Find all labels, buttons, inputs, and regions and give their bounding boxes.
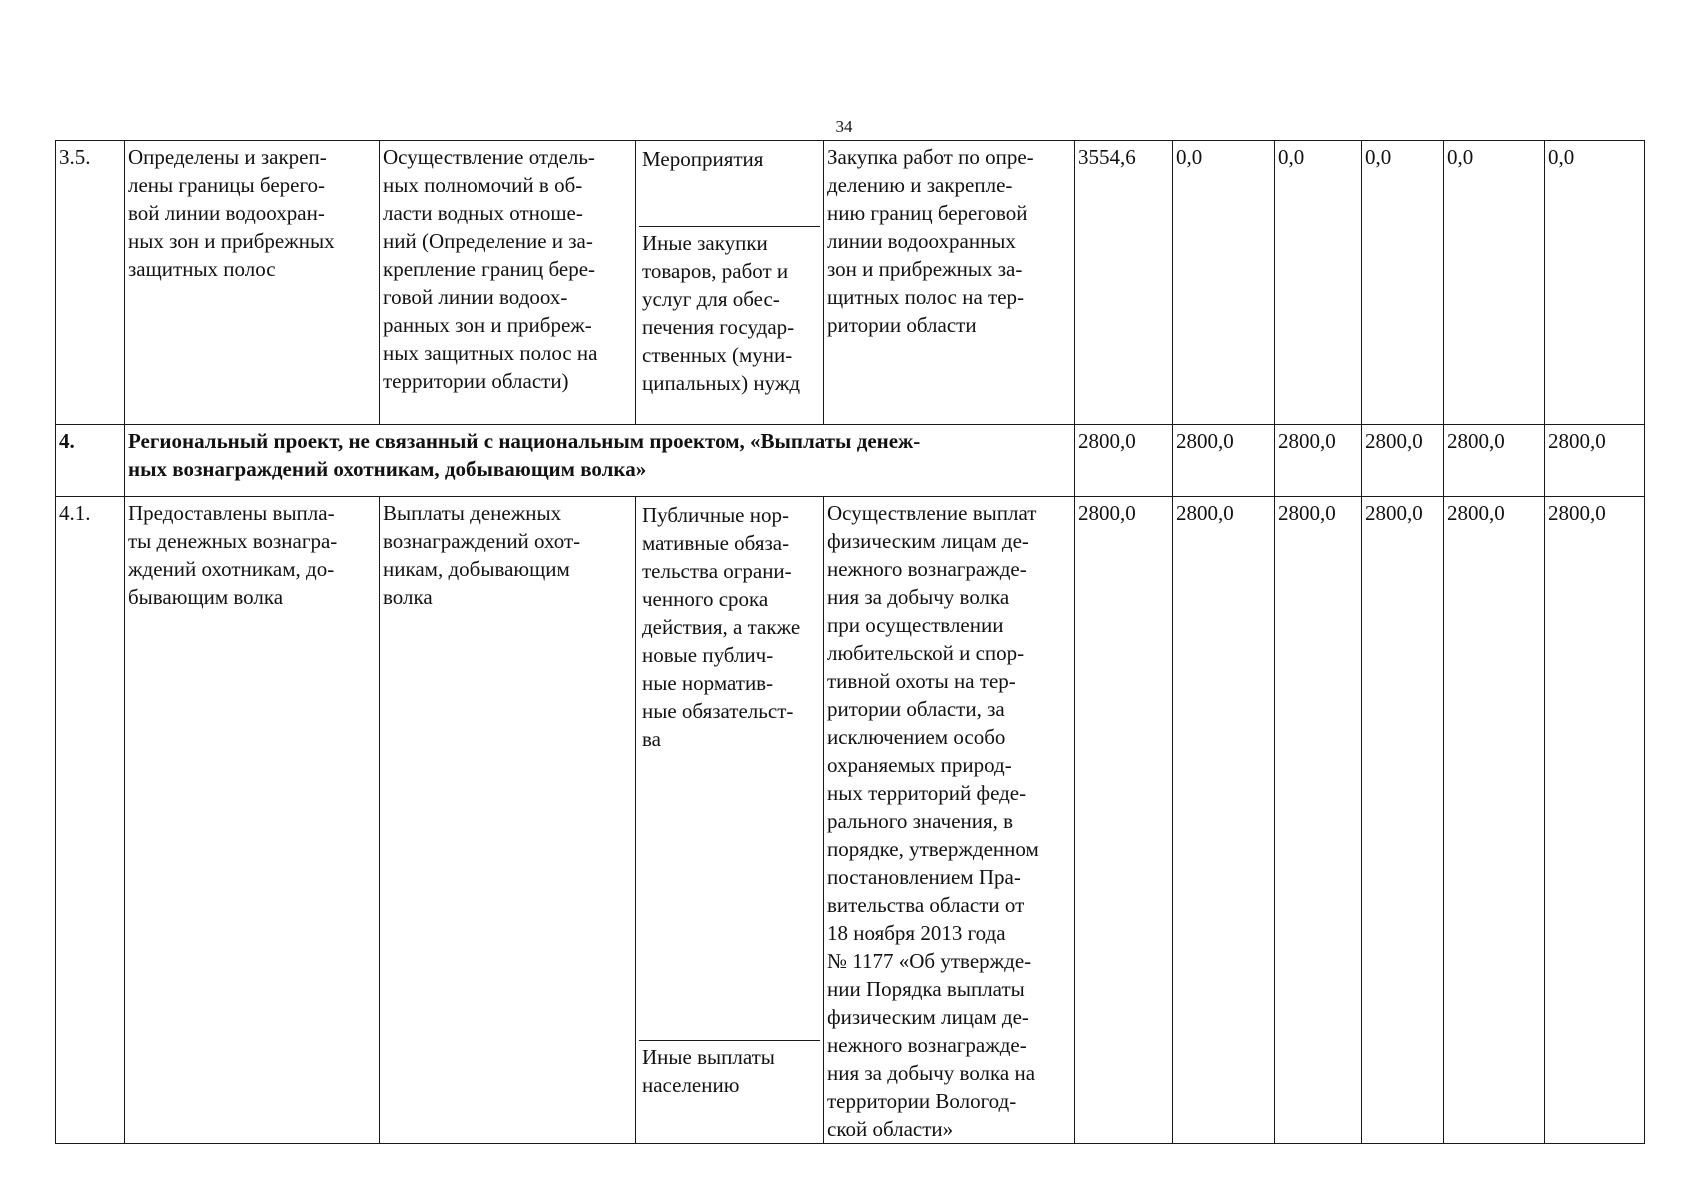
row-number: 4.1. xyxy=(56,497,125,1144)
activity-name-cell: Выплаты денежных вознаграждений охот- никам, добывающим волка xyxy=(380,497,636,1144)
value-cell: 2800,0 xyxy=(1075,425,1173,497)
value-cell: 2800,0 xyxy=(1444,425,1545,497)
value-cell: 2800,0 xyxy=(1173,425,1275,497)
value-cell: 2800,0 xyxy=(1275,425,1362,497)
value-cell: 0,0 xyxy=(1275,141,1362,425)
description-cell: Закупка работ по опре- делению и закрепле- нию границ береговой линии водоохранных зон и прибрежных за- щитных полос на тер- ритории области xyxy=(824,141,1075,425)
table-row xyxy=(56,425,1645,497)
type-cell xyxy=(636,141,824,425)
value-cell: 0,0 xyxy=(1173,141,1275,425)
type-top: Мероприятия xyxy=(639,143,820,227)
result-cell: Определены и закреп- лены границы берего- вой линии водоохран- ных зон и прибрежных защитных полос xyxy=(125,141,380,425)
value-cell: 2800,0 xyxy=(1362,425,1444,497)
value-cell: 2800,0 xyxy=(1275,497,1362,1144)
result-cell: Предоставлены выпла- ты денежных вознагра- ждений охотникам, до- бывающим волка xyxy=(125,497,380,1144)
value-cell: 0,0 xyxy=(1545,141,1645,425)
value-cell: 2800,0 xyxy=(1545,497,1645,1144)
type-bottom: Иные закупки товаров, работ и услуг для обес- печения государ- ственных (муни- ципальных) нужд xyxy=(642,231,801,395)
value-cell: 2800,0 xyxy=(1362,497,1444,1144)
type-bottom: Иные выплаты населению xyxy=(642,1045,775,1097)
value-cell: 2800,0 xyxy=(1173,497,1275,1144)
value-cell: 0,0 xyxy=(1444,141,1545,425)
page-number: 34 xyxy=(835,117,853,136)
value-cell: 3554,6 xyxy=(1075,141,1173,425)
table-row xyxy=(56,497,1645,1144)
type-cell xyxy=(636,497,824,1144)
type-top: Публичные нор- мативные обяза- тельства ограни- ченного срока действия, а также новые публич- ные норматив- ные обязательст- ва xyxy=(639,499,820,1041)
value-cell: 2800,0 xyxy=(1545,425,1645,497)
program-table xyxy=(55,140,1645,1144)
table-row xyxy=(56,141,1645,425)
row-number: 3.5. xyxy=(56,141,125,425)
row-number: 4. xyxy=(56,425,125,497)
description-cell: Осуществление выплат физическим лицам де- нежного вознагражде- ния за добычу волка при осуществлении любительской и спор- тивной охоты на тер- ритории области, за исключением особо охраняемых природ- ных территорий феде- рального значения, в порядке, утвержденном постановлением Пра- вительства области от 18 ноября 2013 года № 1177 «Об утвержде- нии Порядка выплаты физическим лицам де- нежного вознагражде- ния за добычу волка на территории Вологод- ской области» xyxy=(824,497,1075,1144)
project-title-cell: Региональный проект, не связанный с национальным проектом, «Выплаты денеж- ных вознаграждений охотникам, добывающим волка» xyxy=(125,425,1075,497)
value-cell: 2800,0 xyxy=(1075,497,1173,1144)
activity-name-cell: Осуществление отдель- ных полномочий в об- ласти водных отноше- ний (Определение и за- крепление границ бере- говой линии водоох- ранных зон и прибреж- ных защитных полос на территории области) xyxy=(380,141,636,425)
value-cell: 2800,0 xyxy=(1444,497,1545,1144)
value-cell: 0,0 xyxy=(1362,141,1444,425)
